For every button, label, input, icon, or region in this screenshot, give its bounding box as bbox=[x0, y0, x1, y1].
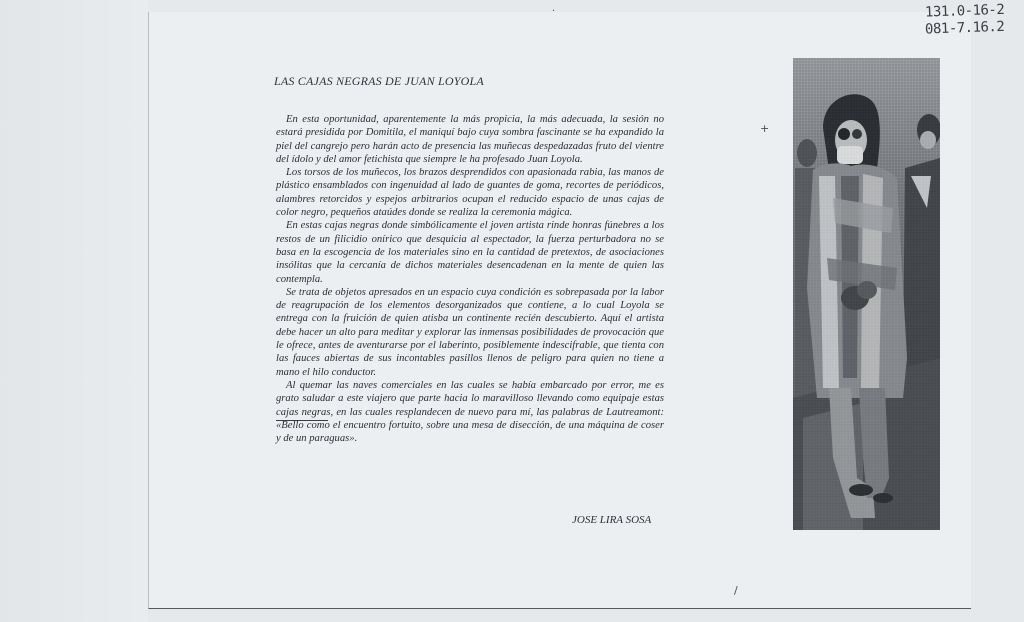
article-title: LAS CAJAS NEGRAS DE JUAN LOYOLA bbox=[274, 74, 484, 88]
archive-code-line2: 081-7.16.2 bbox=[924, 18, 1005, 38]
paragraph: Los torsos de los muñecos, los brazos desprendidos con apasionada rabia, las manos de plástico ensamblados con ingenuidad al lado de guantes de goma, recortes de periódicos, alambres retorcidos y espejos arbitrarios ocupan el reducido espacio de unas cajas de color negro, pequeños ataúdes donde se realiza la ceremonia mágica. bbox=[276, 167, 664, 219]
article-body bbox=[276, 113, 664, 445]
archive-code-line1: 131.0-16-2 bbox=[924, 1, 1005, 21]
stray-mark: + bbox=[760, 122, 770, 135]
paragraph: Al quemar las naves comerciales en las cuales se había embarcado por error, me es grato saludar a este viajero que parte hacia lo maravilloso llevando como equipaje estas cajas negras, en las cuales resplandecen de nuevo para mí, las palabras de Lautreamont: «Bello como el encuentro fortuito, sobre una mesa de disección, de una máquina de coser y de un paraguas». bbox=[276, 379, 664, 445]
stray-mark: · bbox=[552, 6, 556, 17]
paragraph: En estas cajas negras donde simbólicamente el joven artista rinde honras fúnebres a los restos de un filicidio onírico que desquicia al espectador, la fuerza perturbadora no se basa en la escogencia de los materiales sino en la cantidad de pretextos, de asociaciones insólitas que la cercanía de dichos materiales desencadenan en la mente de quien las contempla. bbox=[276, 220, 664, 285]
author-signature: JOSE LIRA SOSA bbox=[572, 514, 652, 526]
paragraph: En esta oportunidad, aparentemente la más propicia, la más adecuada, la sesión no estará presidida por Domitila, el maniquí bajo cuya sombra fascinante se ha expandido la piel del cangrejo pero harán acto de presencia las muñecas despedazadas fruto del vientre del ídolo y del amor fetichista que siempre le ha profesado Juan Loyola. bbox=[276, 114, 664, 165]
paragraph: Se trata de objetos apresados en un espacio cuya condición es sobrepasada por la labor de reagrupación de los elementos desorganizados que contiene, a lo cual Loyola se entrega con la fruición de quien atisba un continente recién descubierto. Aquí el artista debe hacer un alto para meditar y explorar las inmensas posibilidades de provocación que le ofrece, antes de aventurarse por el laberinto, posiblemente indescifrable, que tienta con las fauces abiertas de sus incontables pasillos llenos de peligro para quien no tiene a mano el hilo conductor. bbox=[276, 286, 664, 378]
stray-mark: / bbox=[734, 584, 738, 597]
handwritten-underline bbox=[276, 420, 328, 421]
artist-photo bbox=[793, 58, 940, 530]
page-margin bbox=[0, 0, 148, 622]
photo-illustration bbox=[793, 58, 940, 530]
